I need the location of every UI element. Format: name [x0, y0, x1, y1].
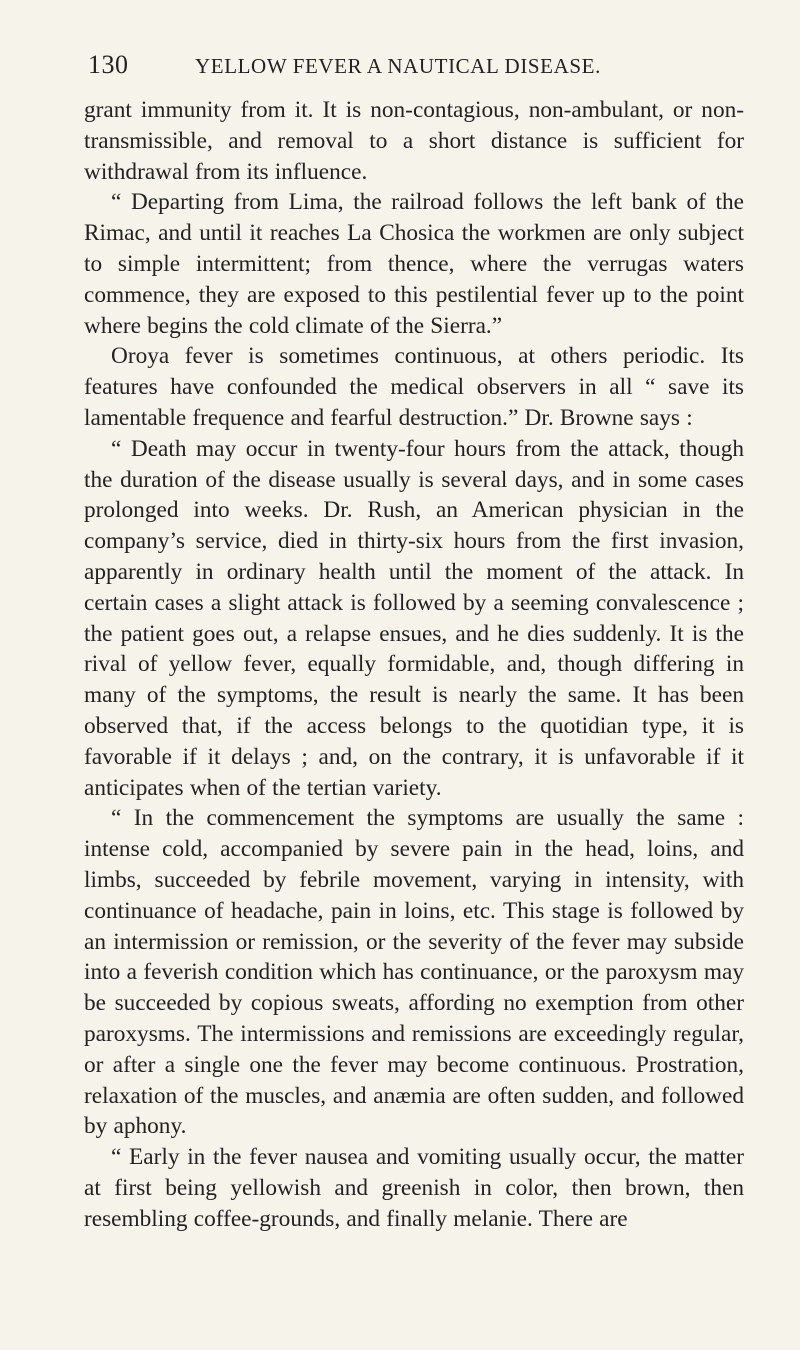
body-text: [84, 95, 744, 1234]
paragraph: grant immunity from it. It is non-contagious, non-ambulant, or non-transmissible, and removal to a short distance is sufficient for withdrawal from its influence.: [84, 97, 744, 185]
paragraph: “ In the commencement the symptoms are usually the same : intense cold, accompanied by severe pain in the head, loins, and limbs, succeeded by febrile movement, varying in intensity, with continuance of headache, pain in loins, etc. This stage is followed by an intermission or remission, or the severity of the fever may subside into a feverish condition which has continuance, or the paroxysm may be succeeded by copious sweats, affording no exemption from other paroxysms. The intermissions and remissions are exceedingly regular, or after a single one the fever may become continuous. Prostration, relaxation of the muscles, and anæmia are often sudden, and followed by aphony.: [84, 805, 744, 1140]
page-number: 130: [88, 50, 129, 79]
paragraph: “ Early in the fever nausea and vomiting usually occur, the matter at first being yellowish and greenish in color, then brown, then resembling coffee-grounds, and finally melanie. There are: [84, 1144, 744, 1232]
page-header: [88, 50, 742, 82]
paragraph: “ Death may occur in twenty-four hours from the attack, though the duration of the disease usually is several days, and in some cases prolonged into weeks. Dr. Rush, an American physician in the company’s service, died in thirty-six hours from the first invasion, apparently in ordinary health until the moment of the attack. In certain cases a slight attack is followed by a seeming convalescence ; the patient goes out, a relapse ensues, and he dies suddenly. It is the rival of yellow fever, equally formidable, and, though differing in many of the symptoms, the result is nearly the same. It has been observed that, if the access belongs to the quotidian type, it is favorable if it delays ; and, on the contrary, it is unfavorable if it anticipates when of the tertian variety.: [84, 435, 744, 801]
paragraph: “ Departing from Lima, the railroad follows the left bank of the Rimac, and until it reaches La Chosica the workmen are only subject to simple intermittent; from thence, where the verrugas waters commence, they are exposed to this pestilential fever up to the point where begins the cold climate of the Sierra.”: [84, 189, 744, 339]
paragraph: Oroya fever is sometimes continuous, at others periodic. Its features have confounded the medical observers in all “ save its lamentable frequence and fearful destruction.” Dr. Browne says :: [84, 343, 744, 431]
running-title: YELLOW FEVER A NAUTICAL DISEASE.: [195, 54, 601, 78]
